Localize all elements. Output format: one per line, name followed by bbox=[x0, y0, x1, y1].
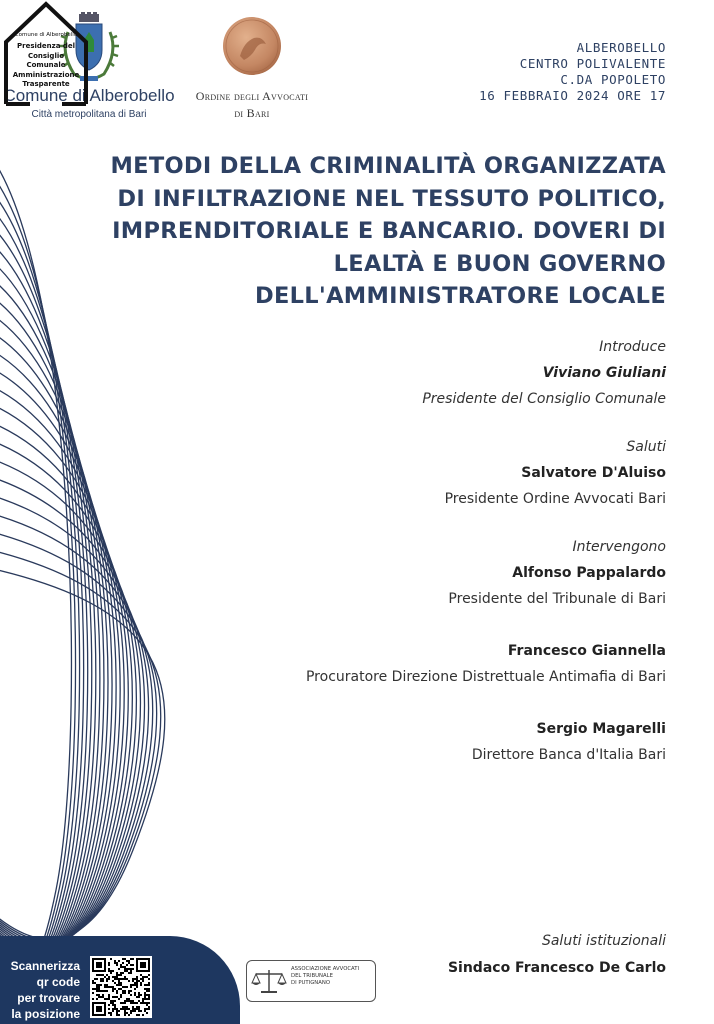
qr-line: Scannerizza bbox=[10, 959, 80, 973]
event-info bbox=[479, 40, 666, 104]
speaker-name: Sindaco Francesco De Carlo bbox=[447, 960, 666, 976]
swirl-line bbox=[0, 149, 75, 978]
swirl-line bbox=[0, 130, 71, 979]
speaker-name: Salvatore D'Aluiso bbox=[521, 465, 666, 481]
event-location-line: CENTRO POLIVALENTE bbox=[519, 56, 666, 71]
house-line: Amministrazione bbox=[12, 70, 80, 79]
speaker-role: Presidente del Tribunale di Bari bbox=[448, 591, 666, 607]
ordine-name-line1: Ordine degli Avvocati bbox=[195, 89, 309, 103]
ordine-avvocati-logo bbox=[182, 16, 322, 122]
assoc-line: DI PUTIGNANO bbox=[291, 980, 331, 986]
speaker-role: Procuratore Direzione Distrettuale Antimafia di Bari bbox=[305, 669, 666, 685]
speaker-name: Francesco Giannella bbox=[507, 643, 666, 659]
event-location-line: ALBEROBELLO bbox=[576, 40, 666, 55]
title-line: DI INFILTRAZIONE NEL TESSUTO POLITICO, bbox=[117, 185, 666, 212]
speaker-name: Viviano Giuliani bbox=[542, 365, 666, 381]
house-logo-caption: Comune di Alberobello bbox=[14, 32, 78, 38]
scales-of-justice-icon bbox=[251, 967, 287, 995]
qr-line: per trovare bbox=[17, 991, 80, 1005]
associazione-avvocati-logo bbox=[246, 960, 376, 1002]
house-logo-text bbox=[8, 42, 84, 90]
qr-line: qr code bbox=[36, 975, 80, 989]
house-line: Consiglio bbox=[27, 51, 65, 60]
program-list bbox=[106, 336, 666, 766]
swirl-line bbox=[0, 336, 116, 960]
comune-name: Comune di Alberobello bbox=[3, 86, 175, 105]
qr-line: la posizione bbox=[11, 1007, 80, 1021]
section-label: Intervengono bbox=[572, 539, 666, 555]
consiglio-trasparente-logo bbox=[0, 0, 92, 108]
speaker-name: Sergio Magarelli bbox=[536, 721, 666, 737]
assoc-line: ASSOCIAZIONE AVVOCATI bbox=[291, 966, 360, 972]
section-intervengono bbox=[106, 536, 666, 766]
event-location-line: C.DA POPOLETO bbox=[560, 72, 666, 87]
event-date-time: 16 FEBBRAIO 2024 ORE 17 bbox=[479, 88, 666, 103]
title-line: IMPRENDITORIALE E BANCARIO. DOVERI DI bbox=[112, 218, 666, 244]
event-title bbox=[66, 150, 666, 313]
house-line: Comunale bbox=[26, 61, 66, 69]
house-line: Presidenza del bbox=[16, 42, 76, 50]
ordine-name-line2: di Bari bbox=[234, 106, 270, 120]
swirl-line bbox=[0, 242, 96, 969]
section-label: Saluti istituzionali bbox=[541, 933, 666, 949]
section-introduce bbox=[106, 336, 666, 410]
speaker-role: Presidente Ordine Avvocati Bari bbox=[444, 491, 666, 507]
speaker-name: Alfonso Pappalardo bbox=[512, 565, 666, 581]
house-line: Trasparente bbox=[22, 80, 70, 88]
qr-code-icon[interactable] bbox=[90, 956, 152, 1018]
bronze-medal-icon bbox=[222, 16, 282, 76]
section-saluti bbox=[106, 436, 666, 510]
assoc-line: DEL TRIBUNALE bbox=[291, 973, 333, 979]
comune-subtitle: Città metropolitana di Bari bbox=[31, 109, 147, 120]
qr-instructions bbox=[0, 958, 80, 1022]
speaker-role: Direttore Banca d'Italia Bari bbox=[471, 747, 666, 763]
title-line: DELL'AMMINISTRATORE LOCALE bbox=[254, 283, 666, 309]
section-saluti-istituzionali bbox=[448, 930, 666, 979]
title-line: LEALTÀ E BUON GOVERNO bbox=[333, 250, 666, 277]
title-line: METODI DELLA CRIMINALITÀ ORGANIZZATA bbox=[110, 153, 666, 179]
swirl-line bbox=[0, 280, 104, 966]
speaker-role: Presidente del Consiglio Comunale bbox=[422, 391, 666, 407]
section-label: Introduce bbox=[599, 339, 666, 355]
section-label: Saluti bbox=[626, 439, 666, 455]
